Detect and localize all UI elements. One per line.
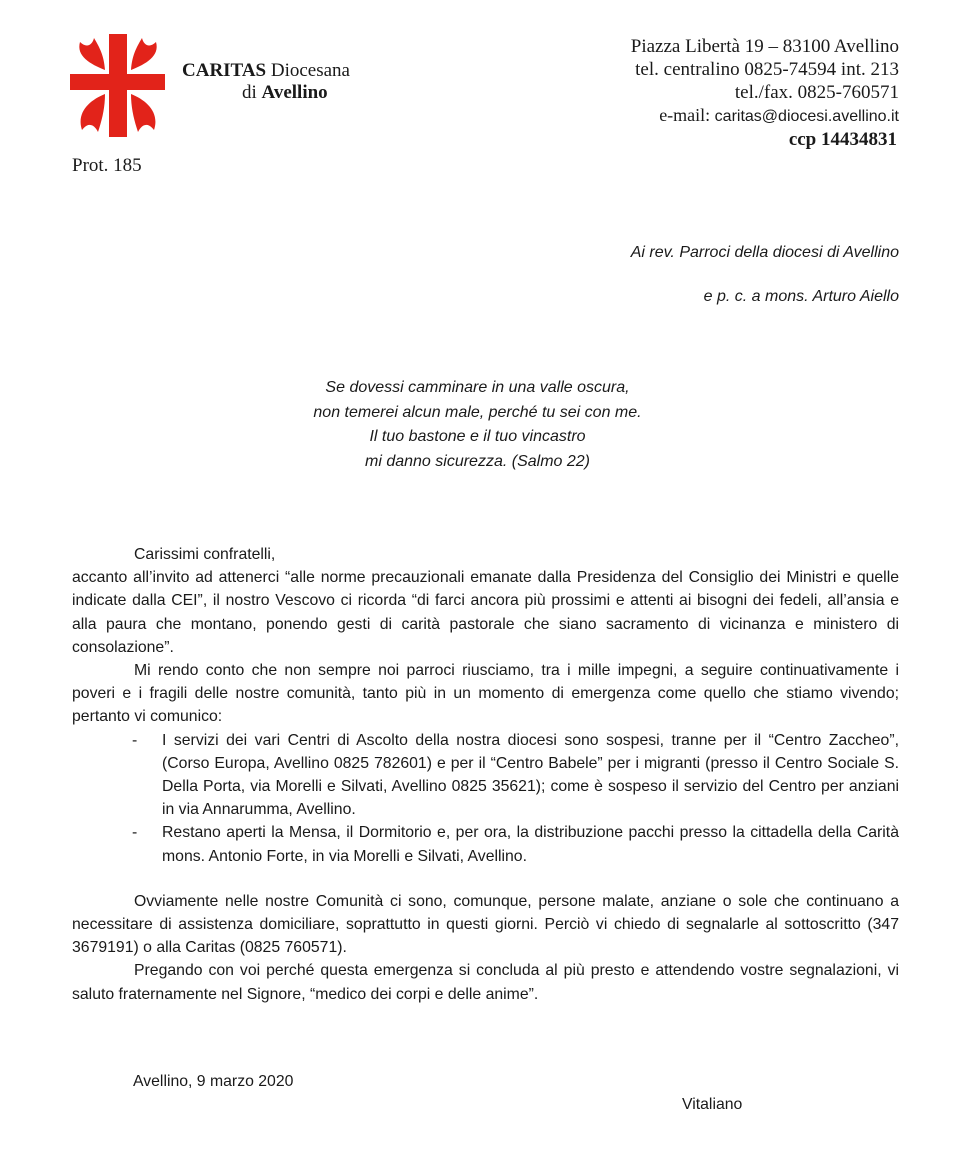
recipient-primary: Ai rev. Parroci della diocesi di Avellino [630, 244, 899, 261]
address: Piazza Libertà 19 – 83100 Avellino [630, 36, 899, 57]
signature: Vitaliano [682, 1096, 743, 1113]
contact-block [631, 35, 899, 151]
salutation: Carissimi confratelli, [134, 546, 276, 563]
quote-line: Se dovessi camminare in una valle oscura, [325, 379, 630, 396]
psalm-quote [0, 376, 955, 474]
email-line [631, 104, 899, 128]
org-city: Avellino [261, 82, 328, 103]
letter-date: Avellino, 9 marzo 2020 [133, 1073, 294, 1090]
protocol-number: Prot. 185 [72, 155, 142, 176]
paragraph: Ovviamente nelle nostre Comunità ci sono, comunque, persone malate, anziane o sole che continuano a necessitare di assistenza domiciliare, soprattutto in questi giorni. Perciò vi chiedo di segnalarle al sottoscritto (347 3679191) o alla Caritas (0825 760571). [72, 892, 899, 957]
quote-line: non temerei alcun male, perché tu sei con me. [313, 403, 642, 421]
paragraph: Pregando con voi perché questa emergenza si concluda al più presto e attendendo vostre segnalazioni, vi saluto fraternamente nel Signore, “medico dei corpi e delle anime”. [72, 962, 899, 1003]
paragraph: accanto all’invito ad attenerci “alle norme precauzionali emanate dalla Presidenza del Consiglio dei Ministri e quelle indicate dalla CEI”, il nostro Vescovo ci ricorda “di farci ancora più prossimi e attenti ai bisogni dei fedeli, all’ansia e alla paura che montano, ponendo gesti di carità pastorale che siano sacramento di vicinanza e ministero di consolazione”. [72, 569, 899, 656]
list-item: - Restano aperti la Mensa, il Dormitorio e, per ora, la distribuzione pacchi presso la cittadella della Carità mons. Antonio Forte, in via Morelli e Silvati, Avellino. [162, 821, 899, 867]
org-name-bold: CARITAS [182, 60, 267, 81]
phone: tel. centralino 0825-74594 int. 213 [635, 59, 899, 80]
caritas-logo [70, 34, 165, 137]
org-city-prefix: di [242, 82, 262, 103]
list-item: - I servizi dei vari Centri di Ascolto della nostra diocesi sono sospesi, tranne per il “Centro Zaccheo”, (Corso Europa, Avellino 0825 782601) e per il “Centro Babele” per i migranti (presso il Centro Sociale S. Della Porta, via Morelli e Silvati, Avellino 0825 35621); come è sospeso il servizio del Centro per anziani in via Annarumma, Avellino. [162, 729, 899, 822]
quote-line: mi danno sicurezza. (Salmo 22) [365, 452, 590, 470]
service-list [72, 729, 899, 868]
organization-name [182, 60, 350, 104]
paragraph: Mi rendo conto che non sempre noi parroci riusciamo, tra i mille impegni, a seguire continuativamente i poveri e i fragili delle nostre comunità, tanto più in un momento di emergenza come quello che stiamo vivendo; pertanto vi comunico: [72, 662, 899, 726]
quote-line: Il tuo bastone e il tuo vincastro [369, 428, 586, 445]
recipient-cc: e p. c. a mons. Arturo Aiello [703, 288, 899, 305]
org-name-rest: Diocesana [266, 60, 350, 81]
recipients [631, 242, 899, 308]
email-link[interactable]: caritas@diocesi.avellino.it [714, 108, 899, 125]
email-label: e-mail: [659, 105, 715, 125]
fax: tel./fax. 0825-760571 [734, 82, 899, 103]
letter-body [72, 543, 899, 1006]
ccp-number: ccp 14434831 [788, 129, 897, 150]
